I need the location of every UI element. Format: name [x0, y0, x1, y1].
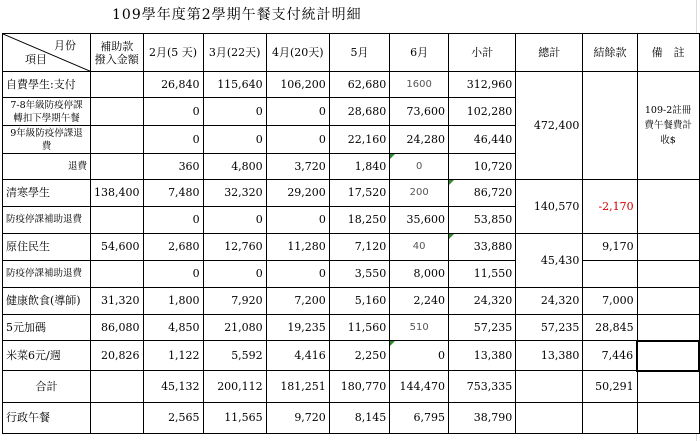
- table-cell: 28,680: [329, 98, 389, 126]
- table-cell: [637, 288, 699, 315]
- table-cell: 11,565: [203, 403, 266, 434]
- table-row: [3, 371, 700, 403]
- table-cell: [637, 261, 699, 288]
- table-cell: 17,520: [329, 180, 389, 207]
- row-label: 米菜6元/週: [3, 341, 91, 371]
- col-header-feb: 2月(5 天): [143, 34, 203, 72]
- row-label: 5元加碼: [3, 315, 91, 341]
- table-cell: [516, 371, 583, 403]
- poor-balance-cell: -2,170: [583, 180, 637, 234]
- table-cell: 106,200: [266, 72, 329, 98]
- table-cell: 62,680: [329, 72, 389, 98]
- table-cell: 24,280: [390, 126, 449, 154]
- table-cell: 3,550: [329, 261, 389, 288]
- table-cell: 54,600: [91, 234, 144, 261]
- table-cell: 0: [143, 98, 203, 126]
- table-cell: [583, 403, 637, 434]
- table-cell: 2,680: [143, 234, 203, 261]
- row-label: [3, 98, 91, 126]
- table-cell: 0: [203, 261, 266, 288]
- note-cell: 109-2註冊費午餐費計收$: [637, 72, 699, 180]
- table-cell: 73,600: [390, 98, 449, 126]
- row-label: 健康飲食(導師): [3, 288, 91, 315]
- table-cell: 0: [390, 341, 449, 371]
- table-cell: 3,720: [266, 154, 329, 180]
- table-cell: 0: [203, 207, 266, 234]
- table-cell: 0: [203, 98, 266, 126]
- table-row: [3, 180, 700, 207]
- row-label: [3, 126, 91, 154]
- row-label: 防疫停課補助退費: [3, 207, 91, 234]
- table-cell: 181,251: [266, 371, 329, 403]
- table-cell: 5,160: [329, 288, 389, 315]
- sheet-title: 109學年度第2學期午餐支付統計明細: [112, 7, 362, 23]
- table-row: [3, 261, 700, 288]
- table-row: [3, 315, 700, 341]
- table-cell: 0: [266, 98, 329, 126]
- table-cell: 200,112: [203, 371, 266, 403]
- row-label-line2: 費: [41, 140, 52, 152]
- table-cell: 8,145: [329, 403, 389, 434]
- table-cell: 0: [143, 207, 203, 234]
- table-cell: [91, 403, 144, 434]
- table-cell: 86,080: [91, 315, 144, 341]
- row-label: 清寒學生: [3, 180, 91, 207]
- col-header-apr: 4月(20天): [266, 34, 329, 72]
- table-cell: 2,250: [329, 341, 389, 371]
- table-cell: 10,720: [449, 154, 516, 180]
- table-cell: 200: [390, 180, 449, 207]
- row-label: 合計: [3, 371, 91, 403]
- col-header-note: 備 註: [637, 34, 699, 72]
- table-cell: 8,000: [390, 261, 449, 288]
- poor-total-cell: 140,570: [516, 180, 583, 234]
- table-row: [3, 72, 700, 98]
- table-cell: 86,720: [449, 180, 516, 207]
- table-cell: 45,132: [143, 371, 203, 403]
- subsidy-header-line2: 撥入金額: [94, 52, 139, 66]
- table-cell: 40: [390, 234, 449, 261]
- table-cell: 0: [143, 261, 203, 288]
- table-cell: [91, 98, 144, 126]
- table-cell: 35,600: [390, 207, 449, 234]
- row-label-line2: 轉扣下學期午餐: [13, 112, 80, 124]
- group1-total-cell: 472,400: [516, 72, 583, 180]
- table-cell: 7,200: [266, 288, 329, 315]
- table-cell: 7,480: [143, 180, 203, 207]
- col-header-subtotal: 小計: [449, 34, 516, 72]
- row-label: 自費學生:支付: [3, 72, 91, 98]
- table-cell: 0: [266, 207, 329, 234]
- table-cell: 1600: [390, 72, 449, 98]
- month-label: 月份: [54, 39, 77, 52]
- table-cell: 12,760: [203, 234, 266, 261]
- table-cell: 13,380: [449, 341, 516, 371]
- table-cell: 46,440: [449, 126, 516, 154]
- header-corner-cell: [3, 34, 91, 72]
- row-label: 防疫停課補助退費: [3, 261, 91, 288]
- table-row: [3, 403, 700, 434]
- table-cell: 1,122: [143, 341, 203, 371]
- table-cell: 7,920: [203, 288, 266, 315]
- table-cell: 360: [143, 154, 203, 180]
- table-cell: 0: [143, 126, 203, 154]
- group1-balance-cell: [583, 72, 637, 180]
- table-cell: 19,235: [266, 315, 329, 341]
- table-cell: 4,416: [266, 341, 329, 371]
- table-cell: 510: [390, 315, 449, 341]
- subsidy-header: [91, 34, 144, 72]
- table-cell: 6,795: [390, 403, 449, 434]
- table-cell: 28,845: [583, 315, 637, 341]
- row-label: 退費: [3, 154, 91, 180]
- table-cell: 29,200: [266, 180, 329, 207]
- table-cell: 7,120: [329, 234, 389, 261]
- table-cell: 53,850: [449, 207, 516, 234]
- row-label-line1: 7-8年級防疫停課: [10, 99, 83, 111]
- table-cell: [516, 403, 583, 434]
- row-label-line1: 9年級防疫停課退: [10, 127, 83, 139]
- table-cell: 0: [266, 126, 329, 154]
- table-cell: 33,880: [449, 234, 516, 261]
- table-cell: 22,160: [329, 126, 389, 154]
- table-cell: 0: [266, 261, 329, 288]
- table-row: [3, 234, 700, 261]
- table-cell: 21,080: [203, 315, 266, 341]
- table-cell: [637, 315, 699, 341]
- table-cell: 138,400: [91, 180, 144, 207]
- table-cell: 11,280: [266, 234, 329, 261]
- table-cell: 2,240: [390, 288, 449, 315]
- table-cell: 0: [390, 154, 449, 180]
- table-cell: 4,850: [143, 315, 203, 341]
- table-cell: 57,235: [449, 315, 516, 341]
- table-cell: 24,320: [449, 288, 516, 315]
- col-header-may: 5月: [329, 34, 389, 72]
- table-cell: [637, 180, 699, 234]
- table-cell: 20,826: [91, 341, 144, 371]
- table-cell: 4,800: [203, 154, 266, 180]
- item-label: 項目: [25, 53, 47, 66]
- lunch-payment-table: [2, 33, 700, 434]
- table-cell: 13,380: [516, 341, 583, 371]
- table-cell: 31,320: [91, 288, 144, 315]
- table-cell: 7,446: [583, 341, 637, 371]
- table-cell: [637, 403, 699, 434]
- table-cell: [91, 261, 144, 288]
- table-cell: 1,840: [329, 154, 389, 180]
- table-cell: 2,565: [143, 403, 203, 434]
- table-cell: 0: [203, 126, 266, 154]
- table-cell: 26,840: [143, 72, 203, 98]
- table-row: [3, 341, 700, 371]
- table-cell: 5,592: [203, 341, 266, 371]
- table-cell: 115,640: [203, 72, 266, 98]
- subsidy-header-line1: 補助款: [100, 39, 134, 53]
- table-cell: 1,800: [143, 288, 203, 315]
- table-cell: [91, 154, 144, 180]
- col-header-mar: 3月(22天): [203, 34, 266, 72]
- table-cell: 9,720: [266, 403, 329, 434]
- table-cell: [91, 126, 144, 154]
- table-cell: 11,560: [329, 315, 389, 341]
- table-cell: 57,235: [516, 315, 583, 341]
- table-cell: 144,470: [390, 371, 449, 403]
- table-cell: 9,170: [583, 234, 637, 261]
- col-header-total: 總計: [516, 34, 583, 72]
- col-header-jun: 6月: [390, 34, 449, 72]
- table-cell: 753,335: [449, 371, 516, 403]
- table-cell: [91, 207, 144, 234]
- table-cell: 32,320: [203, 180, 266, 207]
- row-label: 行政午餐: [3, 403, 91, 434]
- table-cell: [583, 261, 637, 288]
- table-cell: 102,280: [449, 98, 516, 126]
- table-cell: 180,770: [329, 371, 389, 403]
- table-cell: 11,550: [449, 261, 516, 288]
- indig-total-cell: 45,430: [516, 234, 583, 288]
- table-cell: [91, 371, 144, 403]
- table-row: [3, 288, 700, 315]
- table-cell: [637, 371, 699, 403]
- table-cell: [637, 234, 699, 261]
- table-cell: 50,291: [583, 371, 637, 403]
- row-label: 原住民生: [3, 234, 91, 261]
- table-cell: 312,960: [449, 72, 516, 98]
- table-cell: [91, 72, 144, 98]
- table-cell: 38,790: [449, 403, 516, 434]
- selected-cell[interactable]: [637, 341, 699, 371]
- table-cell: 18,250: [329, 207, 389, 234]
- header-row: [3, 34, 700, 72]
- table-cell: 24,320: [516, 288, 583, 315]
- col-header-balance: 結餘款: [583, 34, 637, 72]
- table-cell: 7,000: [583, 288, 637, 315]
